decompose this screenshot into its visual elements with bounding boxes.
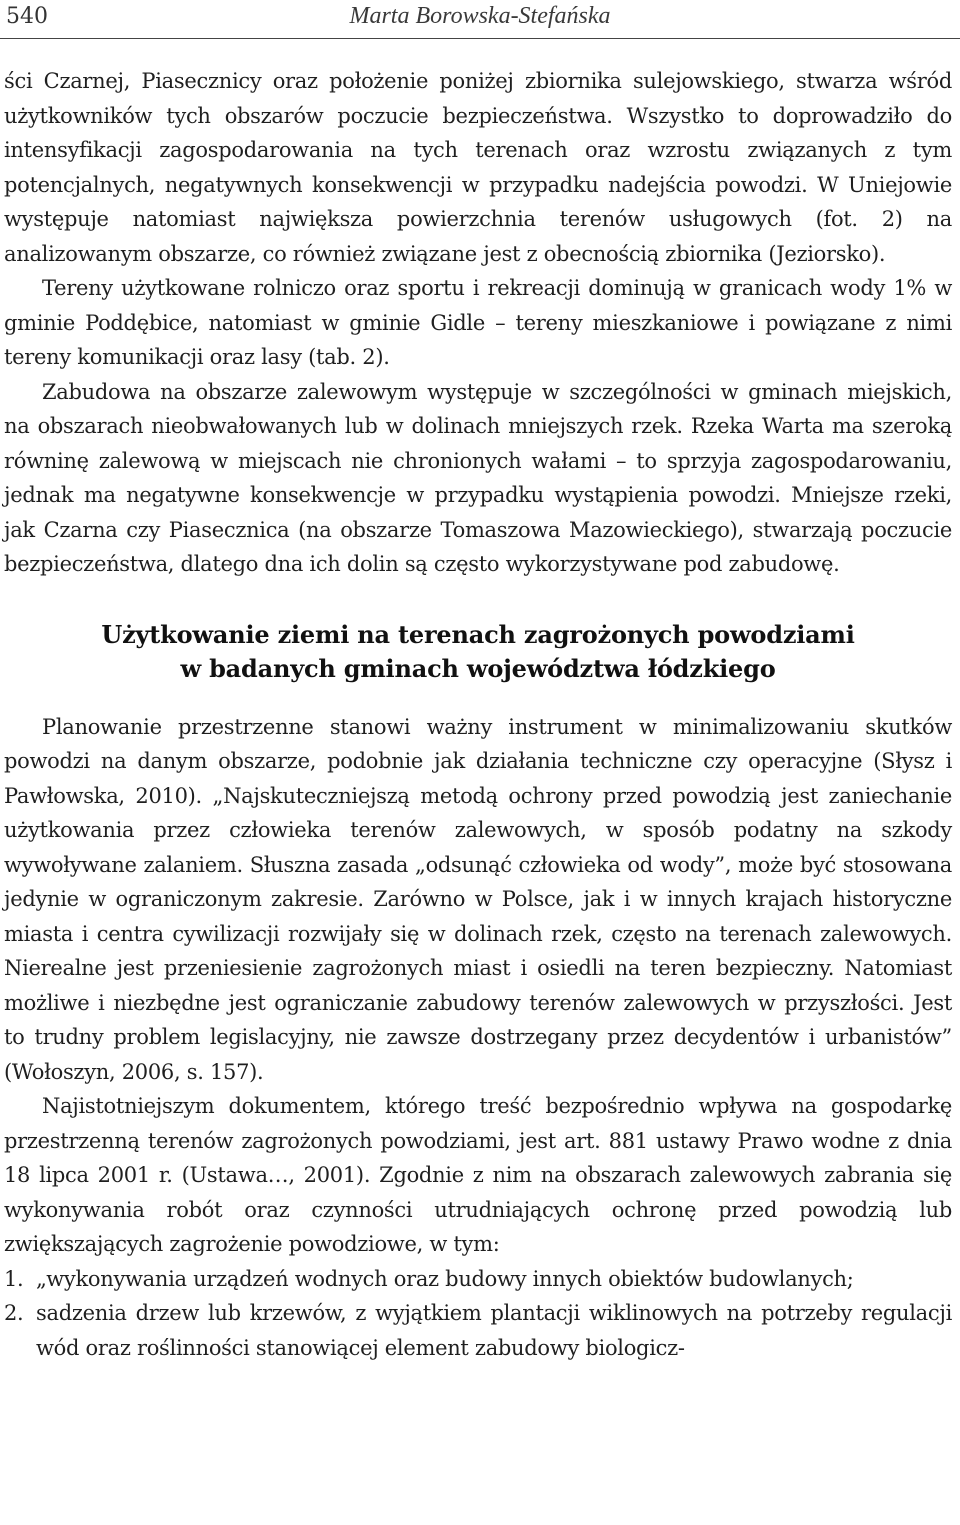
- running-title: Marta Borowska-Stefańska: [349, 3, 611, 29]
- list-item-number: 1.: [4, 1266, 24, 1291]
- numbered-list: [4, 1262, 952, 1366]
- list-item-number: 2.: [4, 1301, 24, 1325]
- paragraph: Tereny użytkowane rolniczo oraz sportu i rekreacji dominują w granicach wody 1% w gminie Poddębice, natomiast w gminie Gidle – tereny mieszkaniowe i powiązane z nimi tereny komunikacji oraz lasy (tab. 2).: [4, 276, 952, 369]
- list-item: [4, 1296, 952, 1365]
- list-item-text: „wykonywania urządzeń wodnych oraz budowy innych obiektów budowlanych;: [36, 1266, 854, 1291]
- paragraph: ści Czarnej, Piasecznicy oraz położenie poniżej zbiornika sulejowskiego, stwarza wśród użytkowników tych obszarów poczucie bezpieczeństwa. Wszystko to doprowadziło do intensyfikacji zagospodarowania na tych terenach oraz wzrostu związanych z tym potencjalnych, negatywnych konsekwencji w przypadku nadejścia powodzi. W Uniejowie występuje natomiast największa powierzchnia terenów usługowych (fot. 2) na analizowanym obszarze, co również związane jest z obecnością zbiornika (Jeziorsko).: [4, 69, 952, 266]
- paragraph: Zabudowa na obszarze zalewowym występuje w szczególności w gminach miejskich, na obszarach nieobwałowanych lub w dolinach mniejszych rzek. Rzeka Warta ma szeroką równinę zalewową w miejscach nie chronionych wałami – to sprzyja zagospodarowaniu, jednak ma negatywne konsekwencje w przypadku wystąpienia powodzi. Mniejsze rzeki, jak Czarna czy Piasecznica (na obszarze Tomaszowa Mazowieckiego), stwarzają poczucie bezpieczeństwa, dlatego dna ich dolin są często wykorzystywane pod zabudowę.: [4, 379, 952, 576]
- page-number: 540: [6, 4, 48, 29]
- running-head: [0, 0, 960, 39]
- paragraph: Najistotniejszym dokumentem, którego treść bezpośrednio wpływa na gospodarkę przestrzenną terenów zagrożonych powodziami, jest art. 881 ustawy Prawo wodne z dnia 18 lipca 2001 r. (Ustawa…, 2001). Zgodnie z nim na obszarach zalewowych zabrania się wykonywania robót oraz czynności utrudniających ochronę przed powodzią lub zwiększających zagrożenie powodziowe, w tym:: [4, 1094, 952, 1256]
- section-heading: [4, 618, 952, 686]
- list-item-text: sadzenia drzew lub krzewów, z wyjątkiem plantacji wiklinowych na potrzeby regulacji wód oraz roślinności stanowiącej element zabudowy biologicz-: [36, 1301, 952, 1360]
- body-text: [4, 64, 952, 1365]
- paragraph: Planowanie przestrzenne stanowi ważny instrument w minimalizowaniu skutków powodzi na danym obszarze, podobnie jak działania techniczne czy operacyjne (Słysz i Pawłowska, 2010). „Najskuteczniejszą metodą ochrony przed powodzią jest zaniechanie użytkowania przez człowieka terenów zalewowych, w sposób podatny na szkody wywoływane zalaniem. Słuszna zasada „odsunąć człowieka od wody”, może być stosowana jedynie w ograniczonym zakresie. Zarówno w Polsce, jak i w innych krajach historyczne miasta i centra cywilizacji rozwijały się w dolinach rzek, często na terenach zalewowych. Nierealne jest przeniesienie zagrożonych miast i osiedli na teren bezpieczny. Natomiast możliwe i niezbędne jest ograniczanie zabudowy terenów zalewowych w przyszłości. Jest to trudny problem legislacyjny, nie zawsze dostrzegany przez decydentów i urbanistów” (Wołoszyn, 2006, s. 157).: [4, 714, 952, 1084]
- list-item: [4, 1262, 952, 1297]
- section-heading-line-1: Użytkowanie ziemi na terenach zagrożonych powodziami: [101, 619, 855, 649]
- section-heading-line-2: w badanych gminach województwa łódzkiego: [180, 653, 776, 683]
